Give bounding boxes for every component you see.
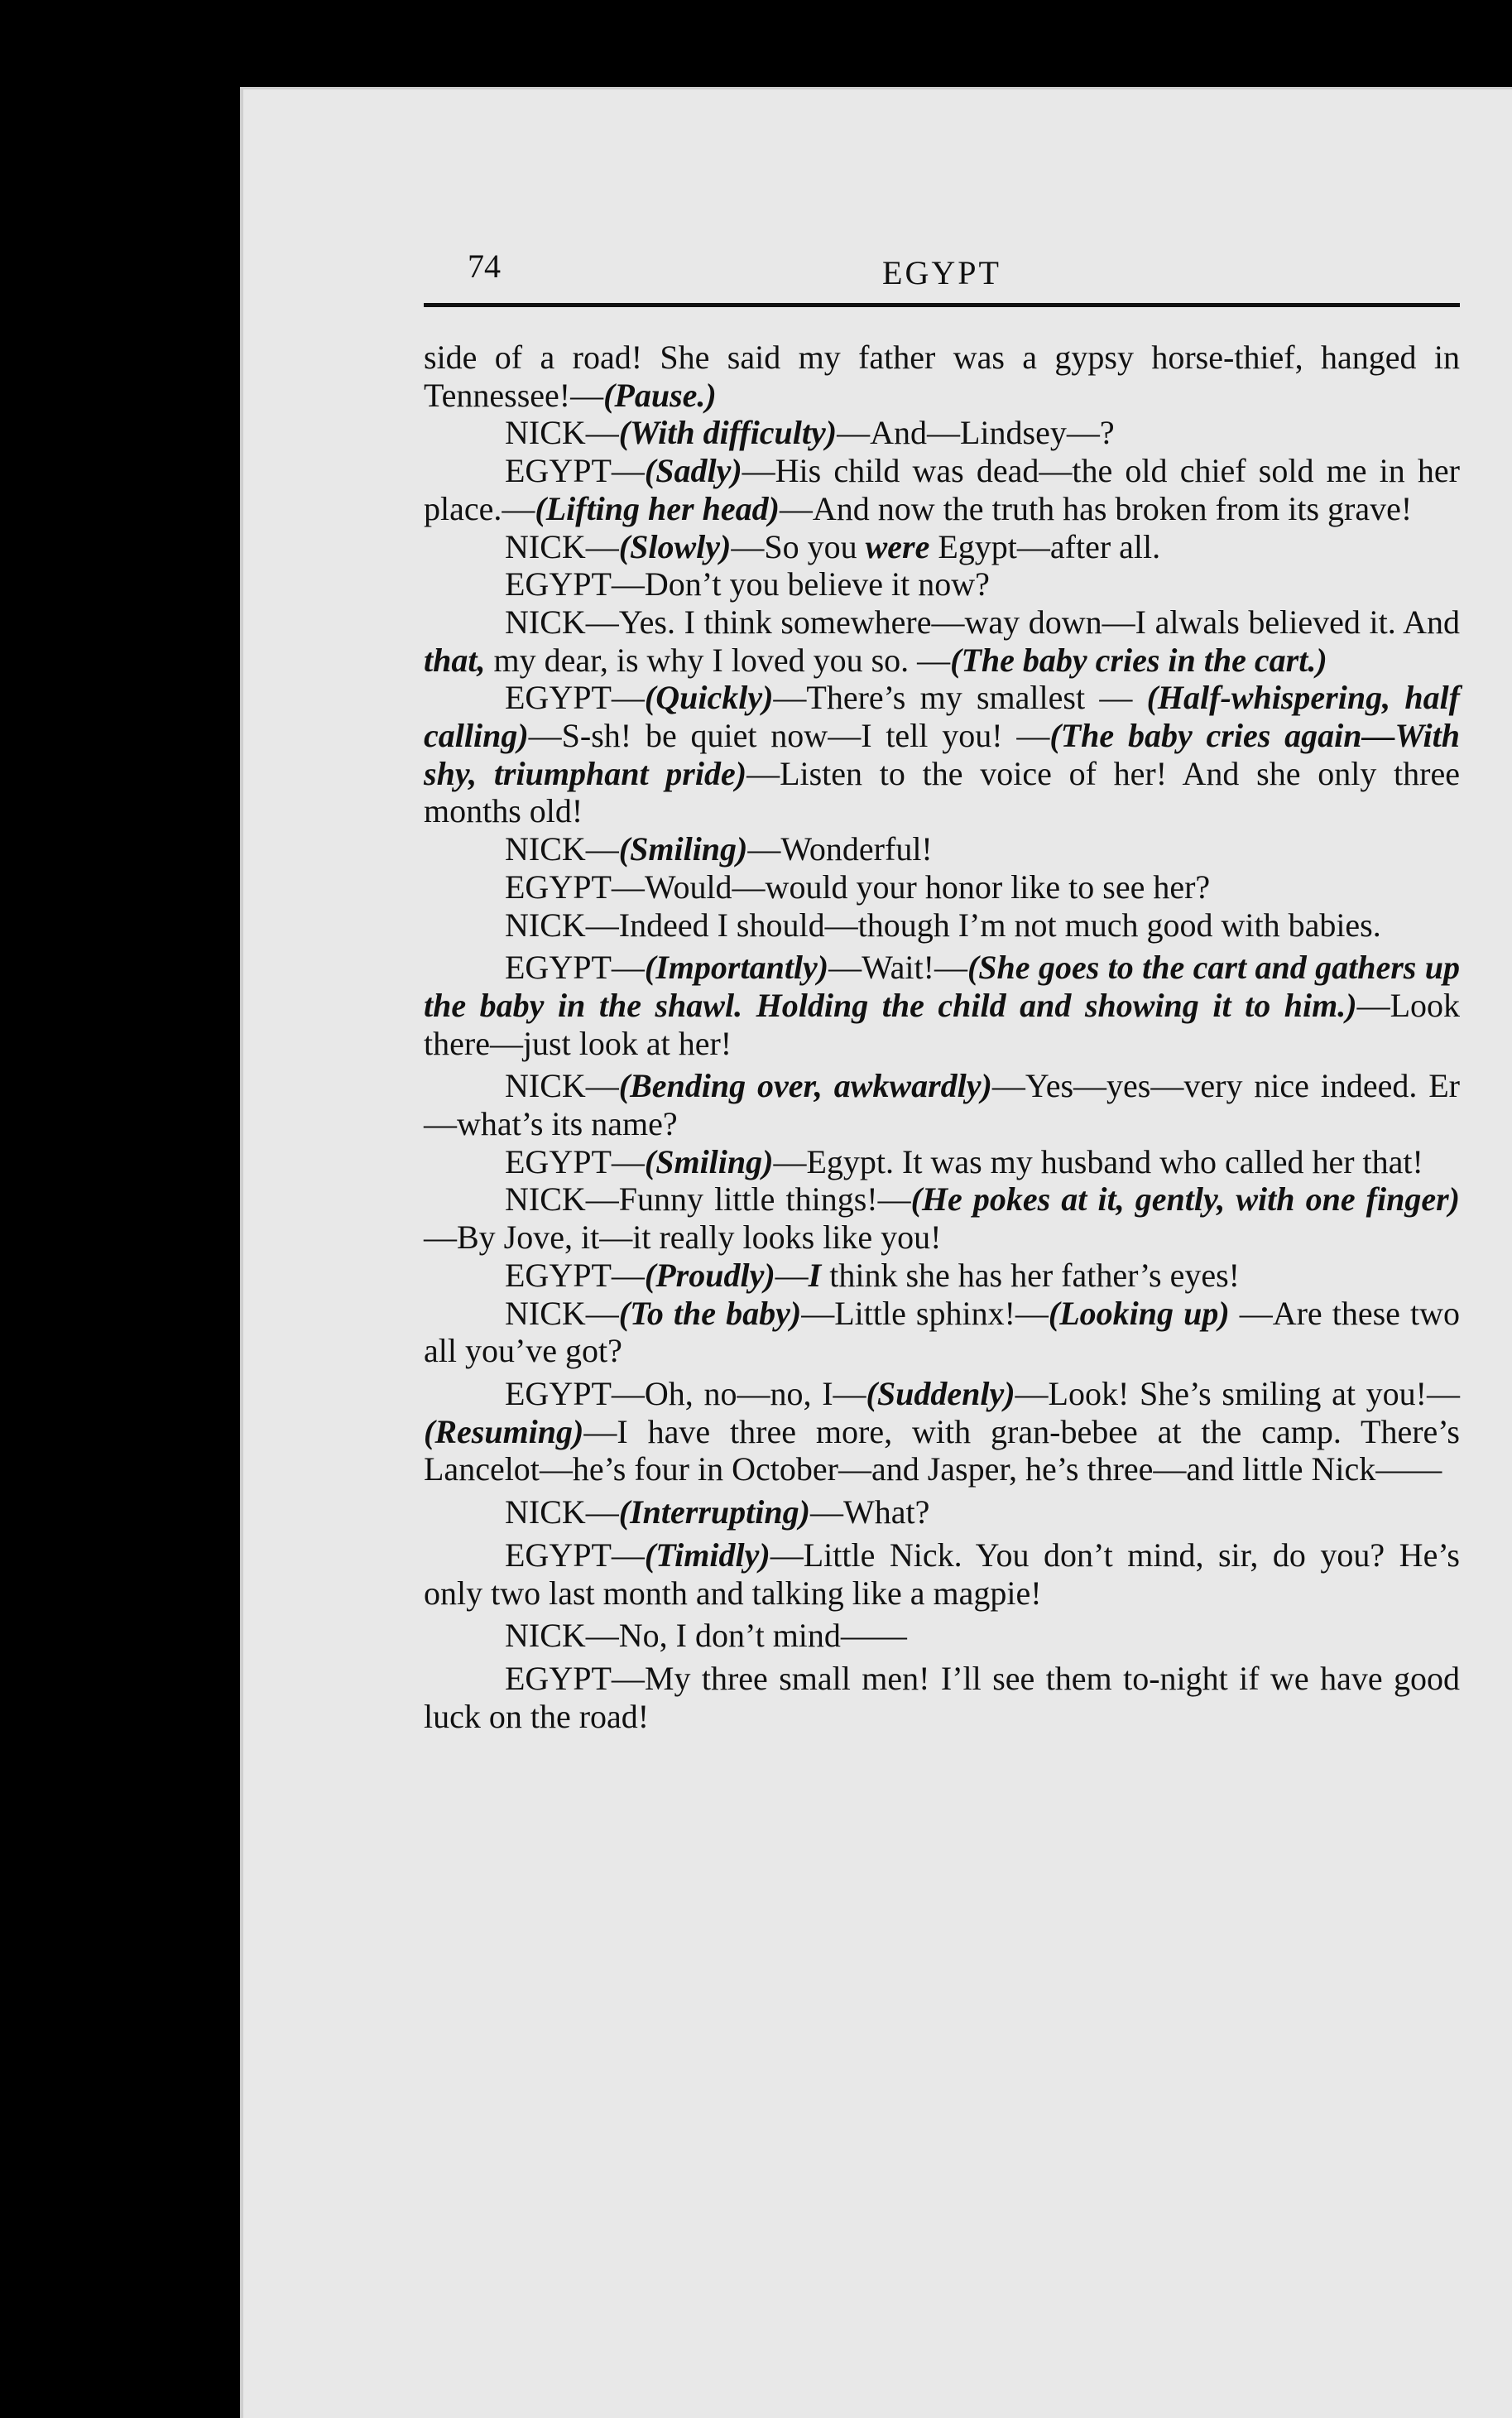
stage-direction: were <box>865 527 930 565</box>
dialogue-segment: — <box>775 1256 809 1294</box>
dialogue-segment: NICK—Funny little things!— <box>505 1180 911 1219</box>
dialogue-segment: —Are these two all you’ve got? <box>424 1294 1460 1370</box>
dialogue-segment: NICK— <box>505 830 619 868</box>
stage-direction: (Suddenly) <box>866 1374 1015 1412</box>
dialogue-segment: NICK—No, I don’t mind—— <box>505 1617 907 1655</box>
dialogue-segment: EGYPT—Don’t you believe it now? <box>505 565 990 603</box>
dialogue-paragraph <box>424 1375 1460 1488</box>
dialogue-segment: —And now the truth has broken from its grave! <box>779 489 1413 527</box>
dialogue-paragraph <box>424 1493 1460 1531</box>
dialogue-paragraph <box>424 1067 1460 1142</box>
dialogue-segment: —Little Nick. You don’t mind, sir, do you? He’s only two last month and talking like a magpie! <box>424 1536 1460 1612</box>
dialogue-paragraph <box>424 1257 1460 1295</box>
dialogue-segment: —Little sphinx!— <box>801 1294 1049 1332</box>
dialogue-segment: Egypt—after all. <box>929 527 1161 565</box>
dialogue-segment: EGYPT—My three small men! I’ll see them to-night if we have good luck on the road! <box>424 1659 1460 1735</box>
stage-direction: (Lifting her head) <box>535 489 780 527</box>
stage-direction: (She goes to the cart and gathers up the baby in the shawl. Holding the child and showing it to him.) <box>424 949 1460 1024</box>
dialogue-segment: —His child was dead—the old chief sold me in her place.— <box>424 452 1460 527</box>
dialogue-paragraph <box>424 1180 1460 1256</box>
dialogue-paragraph <box>424 603 1460 679</box>
dialogue-segment: side of a road! She said my father was a gypsy horse-thief, hanged in Tennessee!— <box>424 339 1460 414</box>
dialogue-segment: NICK—Yes. I think somewhere—way down—I alwals believed it. And <box>505 603 1460 641</box>
dialogue-paragraph <box>424 868 1460 906</box>
stage-direction: (Interrupting) <box>618 1493 810 1531</box>
stage-direction: (To the baby) <box>618 1294 802 1332</box>
dialogue-segment: —And—Lindsey—? <box>837 414 1115 452</box>
dialogue-segment: NICK— <box>505 1067 619 1105</box>
dialogue-segment: NICK—Indeed I should—though I’m not much good with babies. <box>505 906 1381 944</box>
running-head: EGYPT <box>882 254 1001 291</box>
dialogue-paragraph <box>424 830 1460 868</box>
page-content <box>424 247 1460 1735</box>
stage-direction: (Looking up) <box>1048 1294 1230 1332</box>
dialogue-segment: —There’s my smallest — <box>773 679 1147 717</box>
stage-direction: (Resuming) <box>424 1412 584 1450</box>
page-header <box>424 247 1460 295</box>
stage-direction: (Bending over, awkwardly) <box>618 1067 992 1105</box>
dialogue-segment: —Look there—just look at her! <box>424 986 1460 1062</box>
stage-direction: (He pokes at it, gently, with one finger) <box>910 1180 1461 1219</box>
dialogue-paragraph <box>424 565 1460 603</box>
dialogue-paragraph <box>424 528 1460 566</box>
dialogue-segment: EGYPT— <box>505 1536 645 1574</box>
dialogue-paragraph <box>424 414 1460 452</box>
dialogue-text <box>424 339 1460 1735</box>
dialogue-segment: —Wonderful! <box>747 830 933 868</box>
dialogue-paragraph <box>424 339 1460 414</box>
stage-direction: (Importantly) <box>644 949 829 987</box>
dialogue-segment: EGYPT—Oh, no—no, I— <box>505 1374 866 1412</box>
dialogue-segment: EGYPT— <box>505 949 645 987</box>
stage-direction: (Smiling) <box>618 830 748 868</box>
dialogue-segment: my dear, is why I loved you so. — <box>485 641 951 679</box>
dialogue-segment: EGYPT— <box>505 1142 645 1180</box>
dialogue-paragraph <box>424 1617 1460 1655</box>
stage-direction: (Timidly) <box>644 1536 770 1574</box>
stage-direction: (The baby cries in the cart.) <box>950 641 1327 679</box>
stage-direction: (The baby cries again—With shy, triumphant pride) <box>424 717 1460 792</box>
dialogue-segment: —By Jove, it—it really looks like you! <box>424 1219 942 1257</box>
dialogue-segment: —Yes—yes—very nice indeed. Er—what’s its name? <box>424 1067 1461 1143</box>
dialogue-segment: NICK— <box>505 527 619 565</box>
dialogue-paragraph <box>424 1536 1460 1612</box>
stage-direction: (Pause.) <box>603 376 717 414</box>
dialogue-segment: —I have three more, with gran-bebee at the camp. There’s Lancelot—he’s four in October—and Jasper, he’s three—and little Nick—— <box>424 1412 1460 1488</box>
dialogue-paragraph <box>424 949 1460 1062</box>
dialogue-segment: —Listen to the voice of her! And she only three months old! <box>424 754 1460 830</box>
dialogue-segment: NICK— <box>505 1493 619 1531</box>
stage-direction: (Smiling) <box>644 1142 774 1180</box>
dialogue-segment: EGYPT—Would—would your honor like to see her? <box>505 868 1211 906</box>
dialogue-segment: EGYPT— <box>505 679 645 717</box>
dialogue-segment: NICK— <box>505 414 619 452</box>
dialogue-segment: —Look! She’s smiling at you!— <box>1015 1374 1460 1412</box>
dialogue-segment: —So you <box>731 527 866 565</box>
stage-direction: (With difficulty) <box>618 414 838 452</box>
stage-direction: that, <box>424 641 486 679</box>
stage-direction: I <box>808 1256 822 1294</box>
dialogue-segment: EGYPT— <box>505 452 645 490</box>
dialogue-segment: think she has her father’s eyes! <box>821 1256 1240 1294</box>
dialogue-paragraph <box>424 452 1460 527</box>
dialogue-segment: EGYPT— <box>505 1256 645 1294</box>
stage-direction: (Sadly) <box>644 452 742 490</box>
dialogue-segment: NICK— <box>505 1294 619 1332</box>
page-number: 74 <box>468 248 501 285</box>
dialogue-paragraph <box>424 1660 1460 1735</box>
dialogue-segment: —S-sh! be quiet now—I tell you! — <box>528 717 1050 755</box>
dialogue-paragraph <box>424 1295 1460 1370</box>
dialogue-paragraph <box>424 906 1460 945</box>
header-rule <box>424 303 1460 307</box>
dialogue-segment: —Egypt. It was my husband who called her that! <box>773 1142 1423 1180</box>
dialogue-paragraph <box>424 679 1460 830</box>
stage-direction: (Half-whispering, half calling) <box>424 679 1461 755</box>
dialogue-segment: —What? <box>809 1493 930 1531</box>
stage-direction: (Slowly) <box>618 527 732 565</box>
dialogue-segment: —Wait!— <box>828 949 967 987</box>
stage-direction: (Quickly) <box>644 679 774 717</box>
book-page <box>240 87 1512 2418</box>
dialogue-paragraph <box>424 1143 1460 1181</box>
stage-direction: (Proudly) <box>644 1256 775 1294</box>
